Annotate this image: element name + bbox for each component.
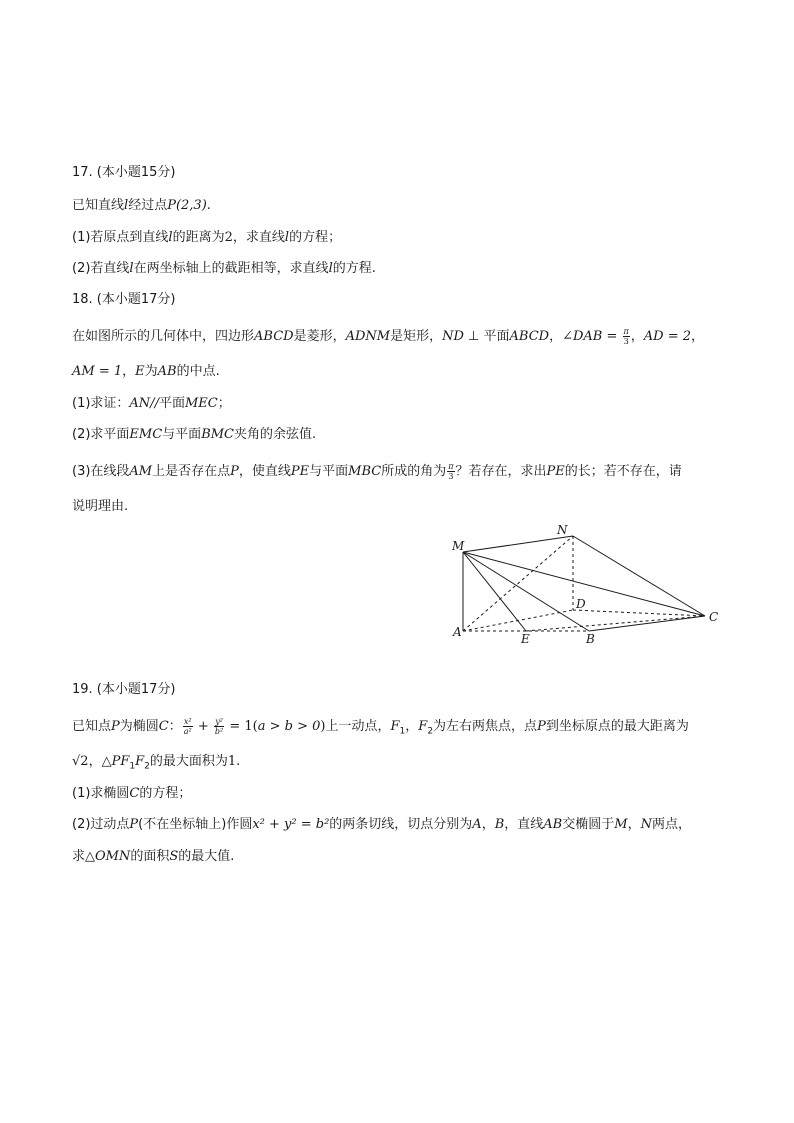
edge-BC [589,616,705,631]
fraction-y2-over-b2: $\frac{\text{y²}}{\text{b²}}$ [214,717,224,736]
fraction-pi-over-3: $\frac{\pi}{3}$ [623,327,629,346]
q17-stem: 已知直线l经过点P(2,3). [72,198,211,213]
label-C: C [709,610,719,624]
q19-stem-line1: 已知点P为椭圆C： $\frac{\text{x²}}{\text{a²}}$ + $\frac{\text{y²}}{\text{b²}}$ = 1(a > b > 0)上一动点，$F_1$，$F_2$为左右两焦点，点P到坐标原点的最大距离为 [72,717,689,737]
q17-part2: (2)若直线l在两坐标轴上的截距相等，求直线l的方程. [72,261,376,276]
label-M: M [452,539,465,553]
q18-stem-line1: 在如图所示的几何体中，四边形ABCD是菱形，ADNM是矩形，ND ⊥ 平面ABCD，∠DAB = $\frac{\pi}{3}$ ，AD = 2， [72,327,705,346]
q18-part3-line2: 说明理由. [72,499,129,514]
label-B: B [586,632,595,646]
label-A: A [453,625,462,639]
edge-AD [463,610,573,631]
fraction-pi-over-3: $\frac{\pi}{3}$ [448,462,454,481]
q18-stem-line2: AM = 1，E为AB的中点. [72,364,220,379]
q18-header: 18. (本小题17分) [72,292,176,307]
edge-NC [573,536,705,616]
geometry-figure [448,522,728,652]
q19-part1: (1)求椭圆C的方程； [72,786,192,801]
edge-MN [463,536,573,552]
q18-part3-line1: (3)在线段AM上是否存在点P，使直线PE与平面MBC所成的角为 $\frac{\pi}{3}$ ？若存在，求出PE的长；若不存在，请 [72,462,682,481]
edge-AN [463,536,573,631]
label-E: E [521,632,530,646]
q18-part2: (2)求平面EMC与平面BMC夹角的余弦值. [72,427,317,442]
q19-stem-line2: √2，$\triangle PF_1F_2$的最大面积为1. [72,754,241,772]
q17-part1: (1)若原点到直线l的距离为2，求直线l的方程； [72,230,342,245]
q19-part2-line2: 求△OMN的面积S的最大值. [72,849,235,864]
fraction-x2-over-a2: $\frac{\text{x²}}{\text{a²}}$ [183,717,192,736]
edge-MB [463,552,589,631]
q19-header: 19. (本小题17分) [72,682,176,697]
q17-header: 17. (本小题15分) [72,165,176,180]
edge-EC [526,616,705,631]
label-N: N [557,523,568,537]
q18-part1: (1)求证：AN//平面MEC； [72,396,231,411]
label-D: D [576,597,586,611]
q19-part2-line1: (2)过动点P(不在坐标轴上)作圆x² + y² = b²的两条切线，切点分别为A，B，直线AB交椭圆于M，N两点， [72,817,691,832]
edge-ME [463,552,526,631]
